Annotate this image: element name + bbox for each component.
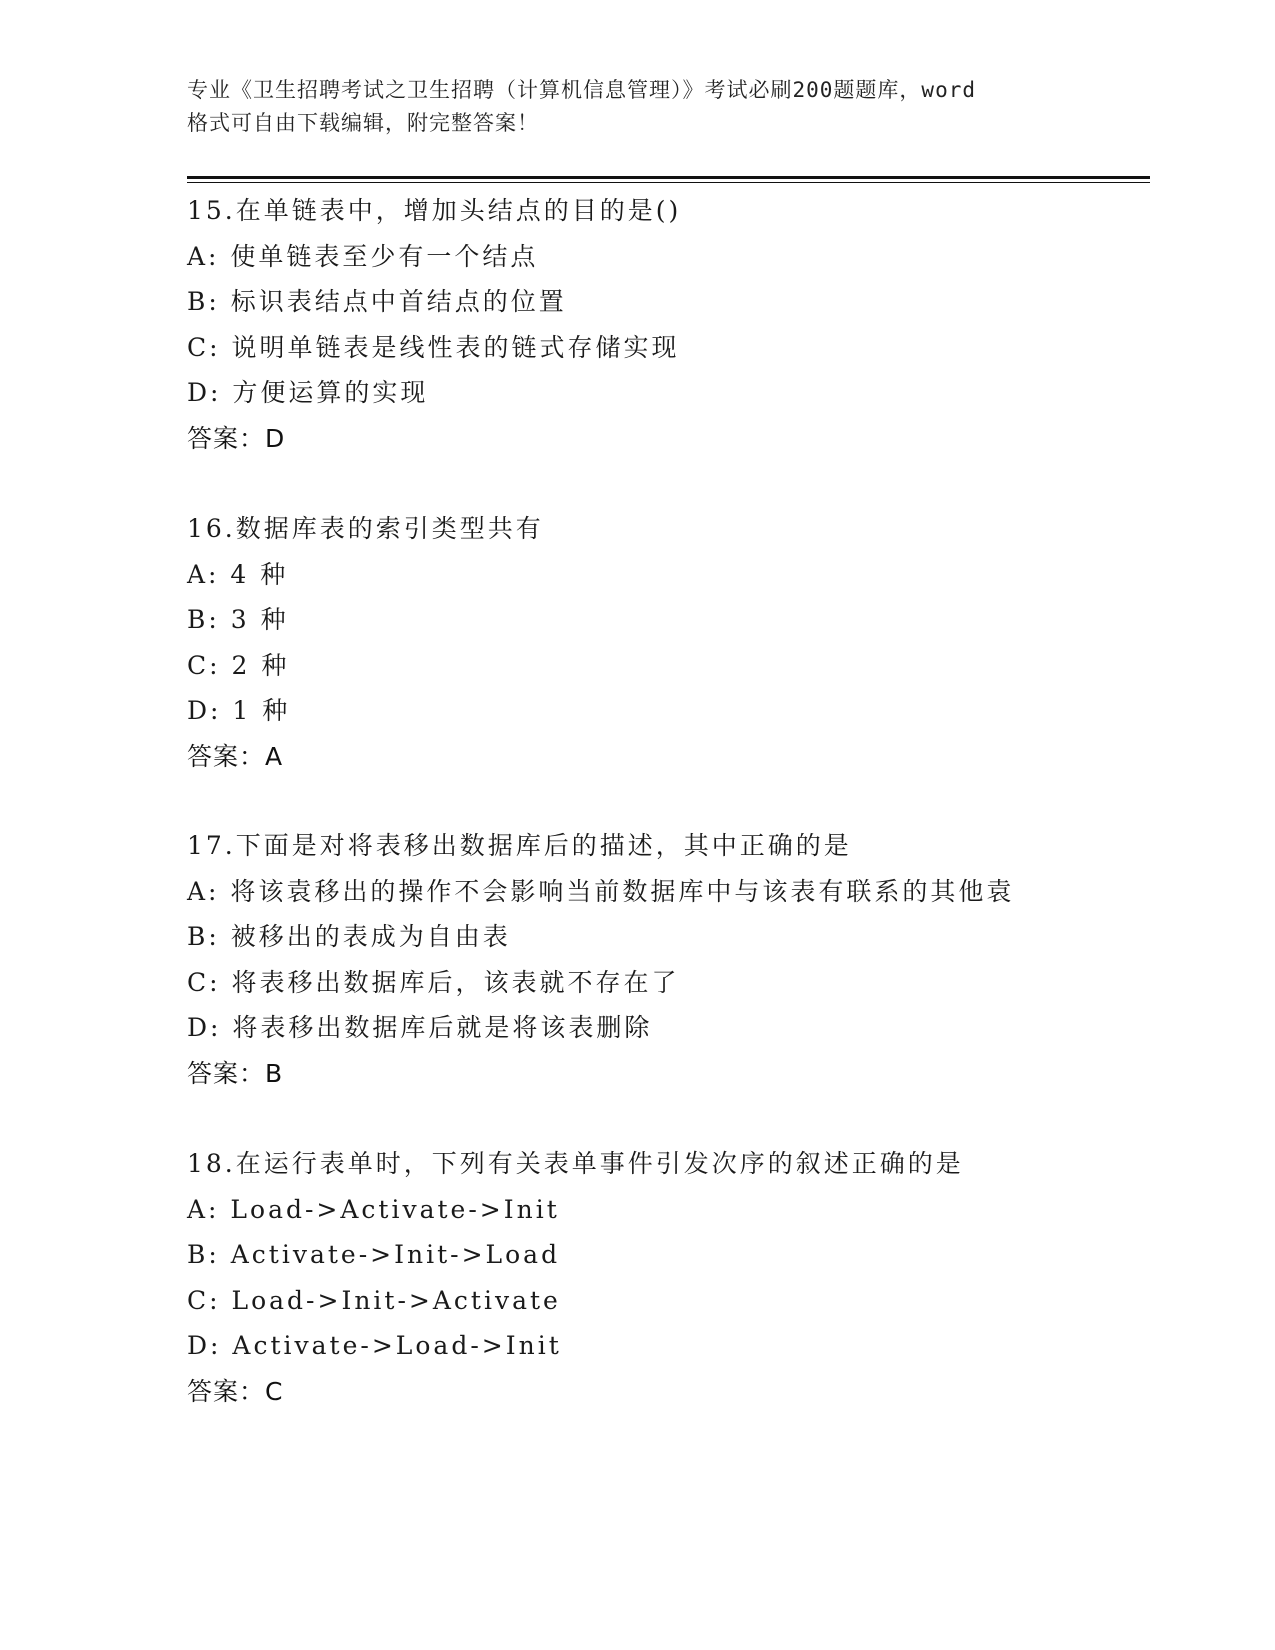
answer-label: 答案：B <box>187 1058 284 1088</box>
option-c: C: Load->Init->Activate <box>187 1285 561 1315</box>
answer-label: 答案：C <box>187 1376 284 1406</box>
header-title-line-2: 格式可自由下载编辑，附完整答案！ <box>187 111 539 135</box>
question-17 <box>187 823 1147 1096</box>
option-c: C: 说明单链表是线性表的链式存储实现 <box>187 332 680 362</box>
header-divider-thin <box>187 182 1150 183</box>
question-18 <box>187 1141 1147 1414</box>
option-d: D: 将表移出数据库后就是将该表删除 <box>187 1013 653 1042</box>
document-header <box>187 74 1107 140</box>
answer-label: 答案：D <box>187 423 286 453</box>
option-c: C: 2 种 <box>187 650 290 680</box>
question-16 <box>187 506 1147 779</box>
option-a: A: 将该袁移出的操作不会影响当前数据库中与该表有联系的其他袁 <box>187 876 1015 906</box>
question-stem: 18.在运行表单时，下列有关表单事件引发次序的叙述正确的是 <box>187 1149 964 1178</box>
question-stem: 15.在单链表中，增加头结点的目的是() <box>187 196 682 225</box>
option-d: D: 1 种 <box>187 696 291 725</box>
option-b: B: 标识表结点中首结点的位置 <box>187 287 567 316</box>
option-d: D: Activate->Load->Init <box>187 1331 562 1360</box>
option-a: A: 使单链表至少有一个结点 <box>187 241 539 271</box>
option-a: A: 4 种 <box>187 559 289 589</box>
answer-label: 答案：A <box>187 741 284 771</box>
question-stem: 16.数据库表的索引类型共有 <box>187 514 544 543</box>
header-divider-thick <box>187 176 1150 179</box>
option-b: B: 3 种 <box>187 605 289 634</box>
header-title-line-1: 专业《卫生招聘考试之卫生招聘（计算机信息管理）》考试必刷200题题库，word <box>187 78 976 102</box>
option-b: B: 被移出的表成为自由表 <box>187 922 511 951</box>
option-c: C: 将表移出数据库后，该表就不存在了 <box>187 967 680 997</box>
option-d: D: 方便运算的实现 <box>187 378 429 407</box>
question-stem: 17.下面是对将表移出数据库后的描述，其中正确的是 <box>187 831 852 860</box>
question-15 <box>187 188 1147 461</box>
option-b: B: Activate->Init->Load <box>187 1240 561 1269</box>
option-a: A: Load->Activate->Init <box>187 1194 560 1224</box>
